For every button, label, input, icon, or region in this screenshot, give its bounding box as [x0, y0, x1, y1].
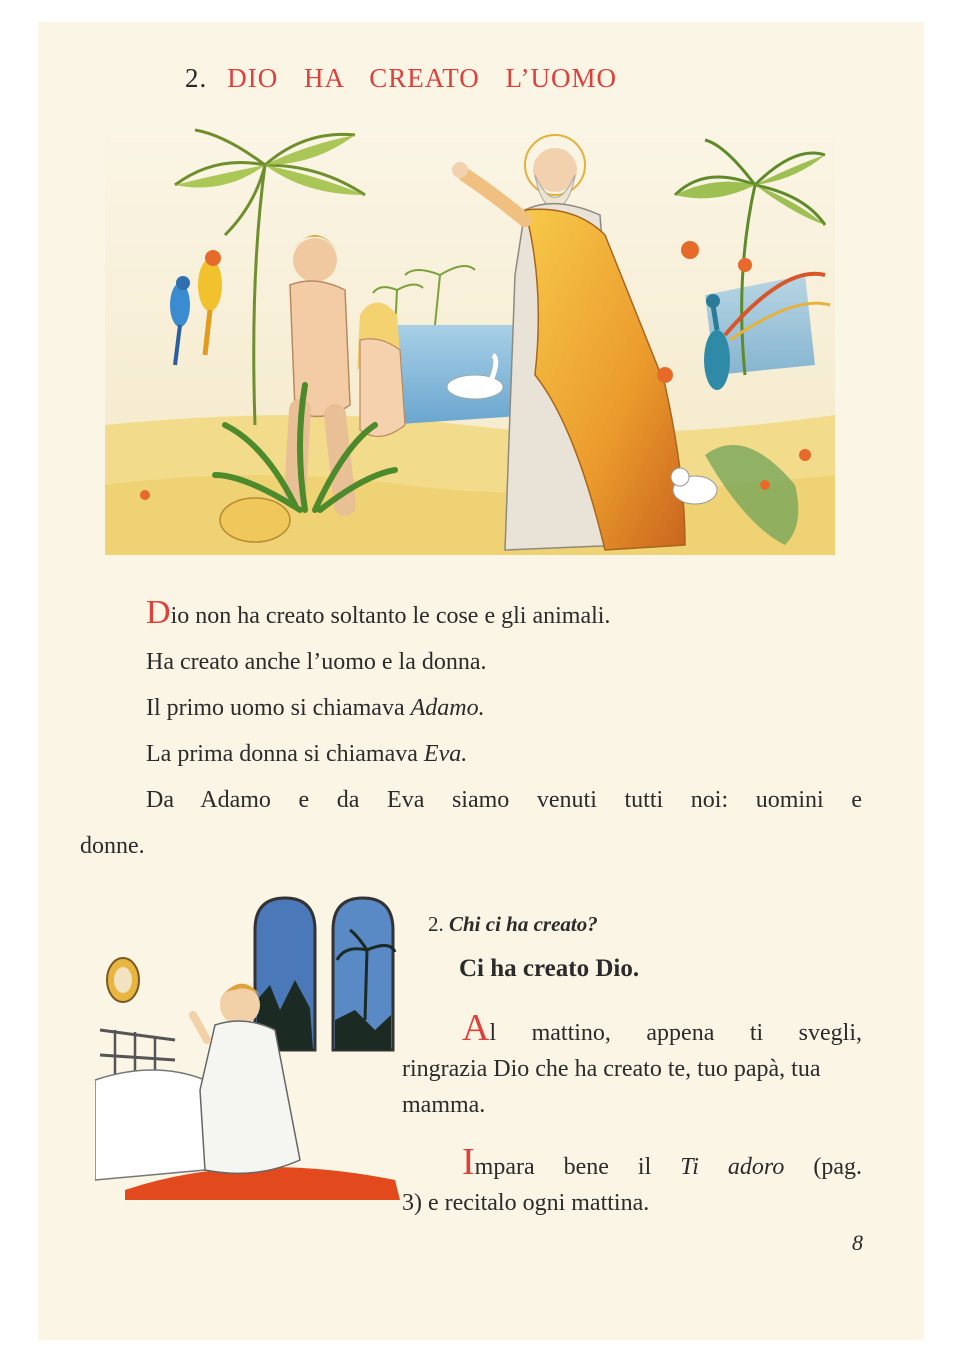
drop-cap: A	[462, 1007, 490, 1049]
text-line: Da Adamo e da Eva siamo venuti tutti noi: uomini e	[146, 787, 862, 813]
text-line: io non ha creato soltanto le cose e gli animali.	[170, 603, 611, 629]
text-line: Ha creato anche l’uomo e la donna.	[146, 649, 487, 675]
prayer-illustration	[95, 890, 405, 1200]
catechism-answer: Ci ha creato Dio.	[459, 955, 640, 982]
text-line: Il primo uomo si chiamava	[146, 695, 411, 721]
prayer-name: Ti adoro	[680, 1154, 785, 1180]
text-line: 3) e recitalo ogni mattina.	[402, 1190, 650, 1216]
text-line: donne.	[80, 833, 145, 859]
text-line: (pag.	[784, 1154, 863, 1180]
text-line: mpara bene il	[474, 1154, 681, 1180]
name-adam: Adamo.	[410, 695, 485, 721]
drop-cap: I	[462, 1141, 475, 1183]
name-eva: Eva.	[423, 741, 468, 767]
catechism-question	[428, 912, 598, 937]
drop-cap: D	[146, 594, 171, 631]
text-line: La prima donna si chiamava	[146, 741, 424, 767]
section-title: DIO HA CREATO L’UOMO	[227, 63, 618, 93]
text-line: ringrazia Dio che ha creato te, tuo papà, tua mamma.	[402, 1056, 821, 1118]
morning-paragraph	[402, 1007, 862, 1123]
section-number: 2.	[185, 63, 208, 93]
main-text	[80, 590, 862, 869]
page-number: 8	[852, 1230, 863, 1255]
creation-illustration	[105, 125, 835, 555]
question-number: 2.	[428, 912, 444, 936]
page-title	[185, 63, 617, 94]
prayer-paragraph	[402, 1141, 863, 1221]
text-line: l mattino, appena ti svegli,	[489, 1020, 862, 1046]
question-text: Chi ci ha creato?	[449, 912, 598, 936]
